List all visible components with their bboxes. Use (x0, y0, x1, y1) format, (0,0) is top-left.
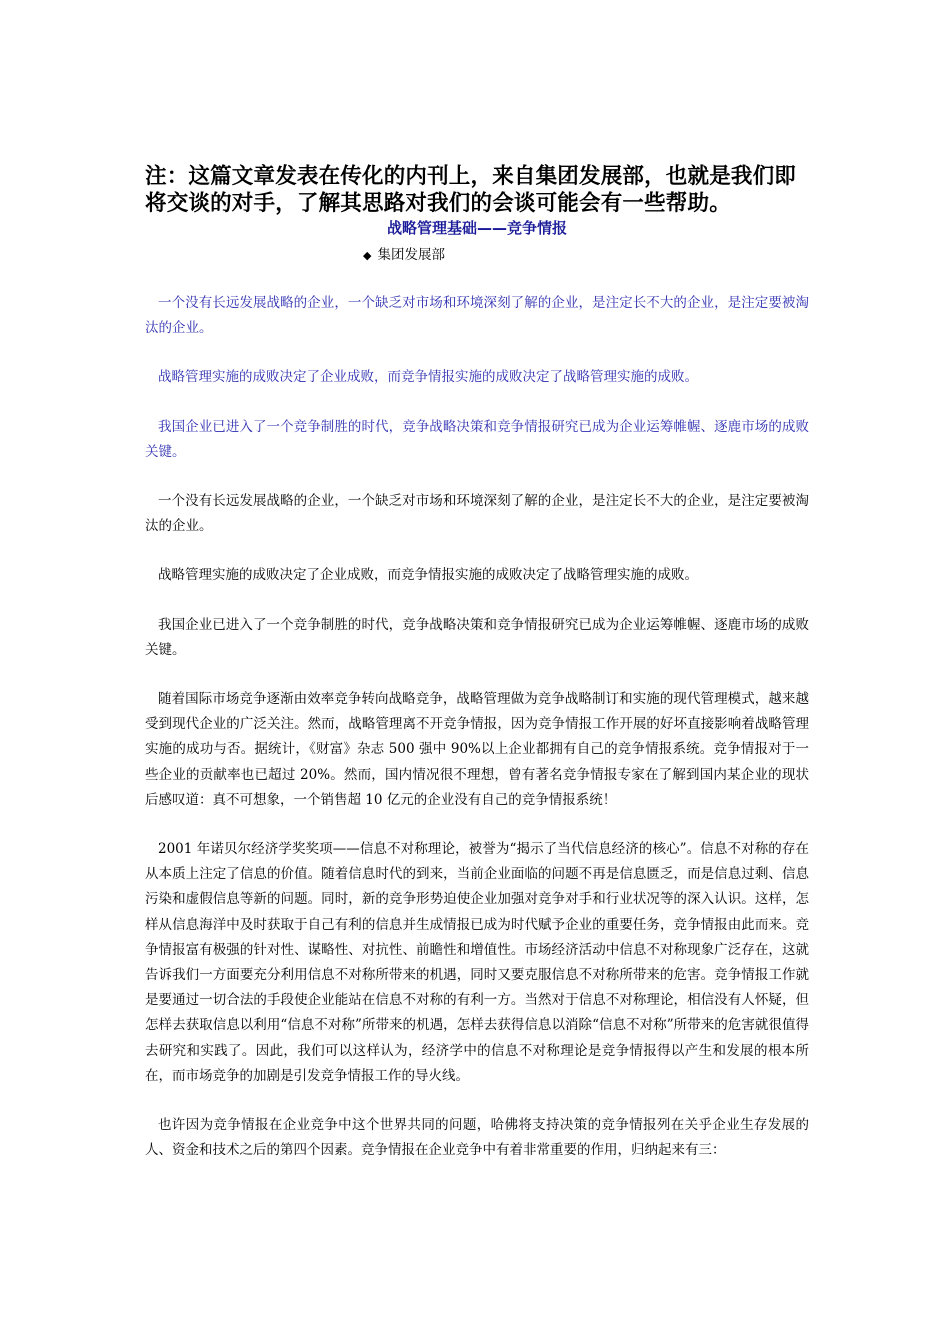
article-title: 战略管理基础——竞争情报 (386, 219, 567, 237)
body-paragraph-2: 战略管理实施的成败决定了企业成败，而竞争情报实施的成败决定了战略管理实施的成败。 (158, 567, 698, 584)
body-paragraph-3: 我国企业已进入了一个竞争制胜的时代，竞争战略决策和竞争情报研究已成为企业运筹帷幄、逐鹿市场的成败关键。 (145, 616, 809, 658)
body-paragraph-1: 一个没有长远发展战略的企业，一个缺乏对市场和环境深刻了解的企业，是注定长不大的企业，是注定要被淘汰的企业。 (145, 493, 809, 535)
document-page (145, 163, 809, 1163)
author-line (145, 245, 809, 266)
editor-note: 注：这篇文章发表在传化的内刊上，来自集团发展部，也就是我们即将交谈的对手，了解其思路对我们的会谈可能会有一些帮助。 (145, 164, 797, 216)
body-paragraph-6: 也许因为竞争情报在企业竞争中这个世界共同的问题，哈佛将支持决策的竞争情报列在关乎企业生存发展的人、资金和技术之后的第四个因素。竞争情报在企业竞争中有着非常重要的作用，归纳起来有三： (145, 1117, 809, 1159)
intro-paragraph-3: 我国企业已进入了一个竞争制胜的时代，竞争战略决策和竞争情报研究已成为企业运筹帷幄、逐鹿市场的成败关键。 (145, 418, 809, 460)
intro-paragraph-1: 一个没有长远发展战略的企业，一个缺乏对市场和环境深刻了解的企业，是注定长不大的企业，是注定要被淘汰的企业。 (145, 295, 809, 337)
body-paragraph-4: 随着国际市场竞争逐渐由效率竞争转向战略竞争，战略管理做为竞争战略制订和实施的现代管理模式，越来越受到现代企业的广泛关注。然而，战略管理离不开竞争情报，因为竞争情报工作开展的好坏直接影响着战略管理实施的成功与否。据统计，《财富》杂志 500 强中 90%以上企业都拥有自己的竞争情报系统。竞争情报对于一些企业的贡献率也已超过 20%。然而，国内情况很不理想，曾有著名竞争情报专家在了解到国内某企业的现状后感叹道：真不可想象，一个销售超 10 亿元的企业没有自己的竞争情报系统！ (145, 691, 809, 808)
intro-paragraph-2: 战略管理实施的成败决定了企业成败，而竞争情报实施的成败决定了战略管理实施的成败。 (158, 369, 698, 386)
body-paragraph-5: 2001 年诺贝尔经济学奖奖项——信息不对称理论，被誉为“揭示了当代信息经济的核心”。信息不对称的存在从本质上注定了信息的价值。随着信息时代的到来，当前企业面临的问题不再是信息匮乏，而是信息过剩、信息污染和虚假信息等新的问题。同时，新的竞争形势迫使企业加强对竞争对手和行业状况等的深入认识。这样，怎样从信息海洋中及时获取于自己有利的信息并生成情报已成为时代赋予企业的重要任务，竞争情报由此而来。竞争情报富有极强的针对性、谋略性、对抗性、前瞻性和增值性。市场经济活动中信息不对称现象广泛存在，这就告诉我们一方面要充分利用信息不对称所带来的机遇，同时又要克服信息不对称所带来的危害。竞争情报工作就是要通过一切合法的手段使企业能站在信息不对称的有利一方。当然对于信息不对称理论，相信没有人怀疑，但怎样去获取信息以利用“信息不对称”所带来的机遇，怎样去获得信息以消除“信息不对称”所带来的危害就很值得去研究和实践了。因此，我们可以这样认为，经济学中的信息不对称理论是竞争情报得以产生和发展的根本所在，而市场竞争的加剧是引发竞争情报工作的导火线。 (145, 841, 809, 1084)
diamond-bullet-icon: ◆ (363, 249, 372, 262)
author-name: 集团发展部 (377, 247, 445, 263)
